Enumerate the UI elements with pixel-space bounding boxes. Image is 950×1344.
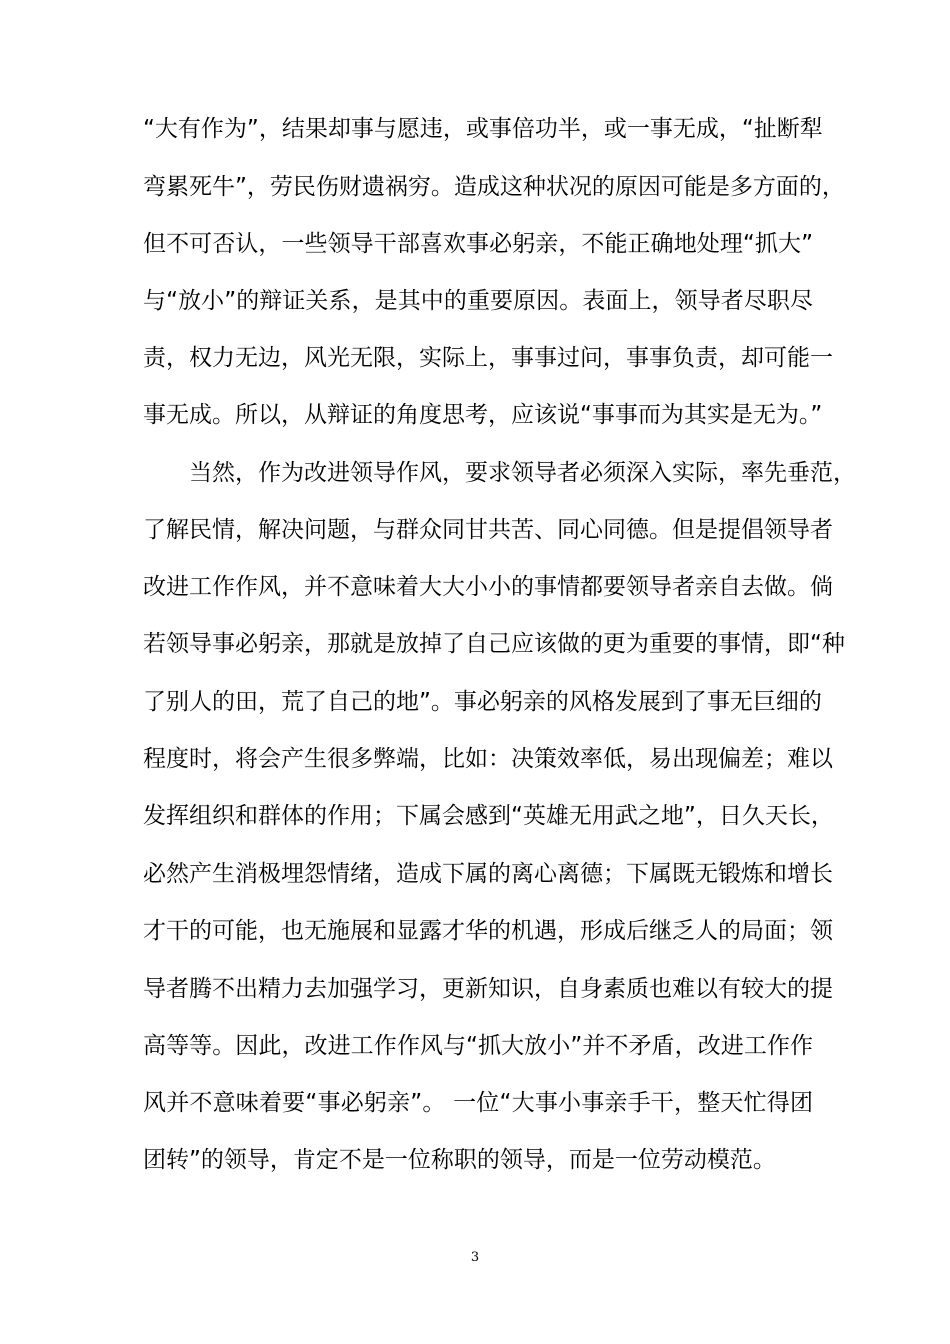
- text-line: 必然产生消极埋怨情绪，造成下属的离心离德；下属既无锻炼和增长: [143, 861, 833, 887]
- text-line: 与“放小”的辩证关系，是其中的重要原因。表面上，领导者尽职尽: [143, 288, 813, 314]
- text-line: “大有作为”，结果却事与愿违，或事倍功半，或一事无成，“扯断犁: [143, 116, 823, 142]
- text-line: 高等等。因此，改进工作作风与“抓大放小”并不矛盾，改进工作作: [143, 1033, 813, 1059]
- text-line: 弯累死牛”，劳民伤财遗祸穷。造成这种状况的原因可能是多方面的，: [143, 174, 845, 200]
- text-line: 程度时，将会产生很多弊端，比如：决策效率低，易出现偏差；难以: [143, 746, 833, 772]
- page-number: 3: [470, 1250, 480, 1265]
- text-line: 但不可否认，一些领导干部喜欢事必躬亲，不能正确地处理“抓大”: [143, 231, 813, 257]
- paragraph-first-line: 当然，作为改进领导作风，要求领导者必须深入实际，率先垂范，: [189, 460, 856, 486]
- text-line: 导者腾不出精力去加强学习，更新知识，自身素质也难以有较大的提: [143, 976, 833, 1002]
- text-line: 发挥组织和群体的作用；下属会感到“英雄无用武之地”，日久天长，: [143, 803, 834, 829]
- text-line: 了解民情，解决问题，与群众同甘共苦、同心同德。但是提倡领导者: [143, 517, 833, 543]
- text-line: 团转”的领导，肯定不是一位称职的领导，而是一位劳动模范。: [143, 1147, 776, 1173]
- text-line: 责，权力无边，风光无限，实际上，事事过问，事事负责，却可能一: [143, 345, 833, 371]
- text-line: 事无成。所以，从辩证的角度思考，应该说“事事而为其实是无为。”: [143, 402, 823, 428]
- text-line: 若领导事必躬亲，那就是放掉了自己应该做的更为重要的事情，即“种: [143, 631, 845, 657]
- text-line: 风并不意味着要“事必躬亲”。 一位“大事小事亲手干，整天忙得团: [143, 1090, 813, 1116]
- text-line: 才干的可能，也无施展和显露才华的机遇，形成后继乏人的局面；领: [143, 918, 833, 944]
- text-line: 改进工作作风，并不意味着大大小小的事情都要领导者亲自去做。倘: [143, 574, 833, 600]
- text-line: 了别人的田，荒了自己的地”。事必躬亲的风格发展到了事无巨细的: [143, 689, 822, 715]
